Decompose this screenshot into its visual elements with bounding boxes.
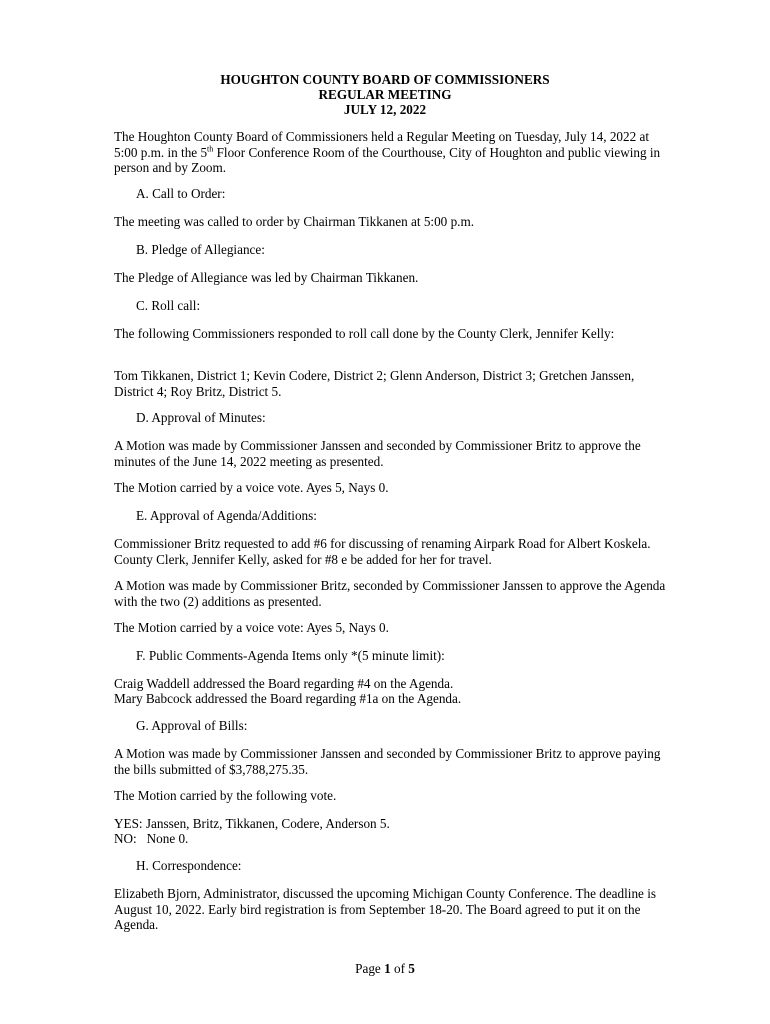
section-c-heading: C. Roll call: xyxy=(136,298,201,313)
vote-no-line: NO: None 0. xyxy=(114,831,189,846)
header-title: HOUGHTON COUNTY BOARD OF COMMISSIONERS xyxy=(220,72,550,87)
intro-paragraph: The Houghton County Board of Commissioners held a Regular Meeting on Tuesday, July 14, 2022 at 5:00 p.m. in the 5th Floor Conference Room of the Courthouse, City of Houghton and public viewing in person and by Zoom. xyxy=(114,129,661,175)
section-h-text: Elizabeth Bjorn, Administrator, discussed the upcoming Michigan County Conference. The deadline is August 10, 2022. Early bird registration is from September 18-20. The Board agreed to put it on the Agenda. xyxy=(114,886,656,932)
section-c-text-1: The following Commissioners responded to roll call done by the County Clerk, Jennifer Kelly: xyxy=(114,326,615,341)
page-footer: Page 1 of 5 xyxy=(355,961,415,976)
page-number: 1 xyxy=(384,961,391,976)
header-date: JULY 12, 2022 xyxy=(343,102,427,117)
section-f-heading: F. Public Comments-Agenda Items only *(5 minute limit): xyxy=(136,648,445,663)
section-d-text-1: A Motion was made by Commissioner Janssen and seconded by Commissioner Britz to approve the minutes of the June 14, 2022 meeting as presented. xyxy=(114,438,641,469)
section-d-text-2: The Motion carried by a voice vote. Ayes 5, Nays 0. xyxy=(114,480,389,495)
section-g-text-2: The Motion carried by the following vote. xyxy=(114,788,337,803)
section-a-text: The meeting was called to order by Chairman Tikkanen at 5:00 p.m. xyxy=(114,214,475,229)
section-d-heading: D. Approval of Minutes: xyxy=(136,410,266,425)
section-b-heading: B. Pledge of Allegiance: xyxy=(136,242,265,257)
section-e-text-3: The Motion carried by a voice vote: Ayes 5, Nays 0. xyxy=(114,620,389,635)
section-f-line-1: Craig Waddell addressed the Board regarding #4 on the Agenda. xyxy=(114,676,454,691)
section-g-heading: G. Approval of Bills: xyxy=(136,718,248,733)
section-e-text-2: A Motion was made by Commissioner Britz, seconded by Commissioner Janssen to approve the Agenda with the two (2) additions as presented. xyxy=(114,578,666,609)
section-c-text-2: Tom Tikkanen, District 1; Kevin Codere, District 2; Glenn Anderson, District 3; Gretchen Janssen, District 4; Roy Britz, District 5. xyxy=(114,368,635,399)
section-g-text-1: A Motion was made by Commissioner Janssen and seconded by Commissioner Britz to approve paying the bills submitted of $3,788,275.35. xyxy=(114,746,661,777)
vote-yes-line: YES: Janssen, Britz, Tikkanen, Codere, Anderson 5. xyxy=(114,816,390,831)
section-e-text-1: Commissioner Britz requested to add #6 for discussing of renaming Airpark Road for Albert Koskela. County Clerk, Jennifer Kelly, asked for #8 e be added for her for travel. xyxy=(114,536,651,567)
section-h-heading: H. Correspondence: xyxy=(136,858,242,873)
page-total: 5 xyxy=(408,961,415,976)
section-a-heading: A. Call to Order: xyxy=(136,186,226,201)
section-e-heading: E. Approval of Agenda/Additions: xyxy=(136,508,317,523)
section-f-line-2: Mary Babcock addressed the Board regarding #1a on the Agenda. xyxy=(114,691,462,706)
header-subtitle: REGULAR MEETING xyxy=(318,87,452,102)
section-b-text: The Pledge of Allegiance was led by Chairman Tikkanen. xyxy=(114,270,419,285)
ordinal-superscript: th xyxy=(207,144,214,154)
document-header xyxy=(0,72,770,117)
